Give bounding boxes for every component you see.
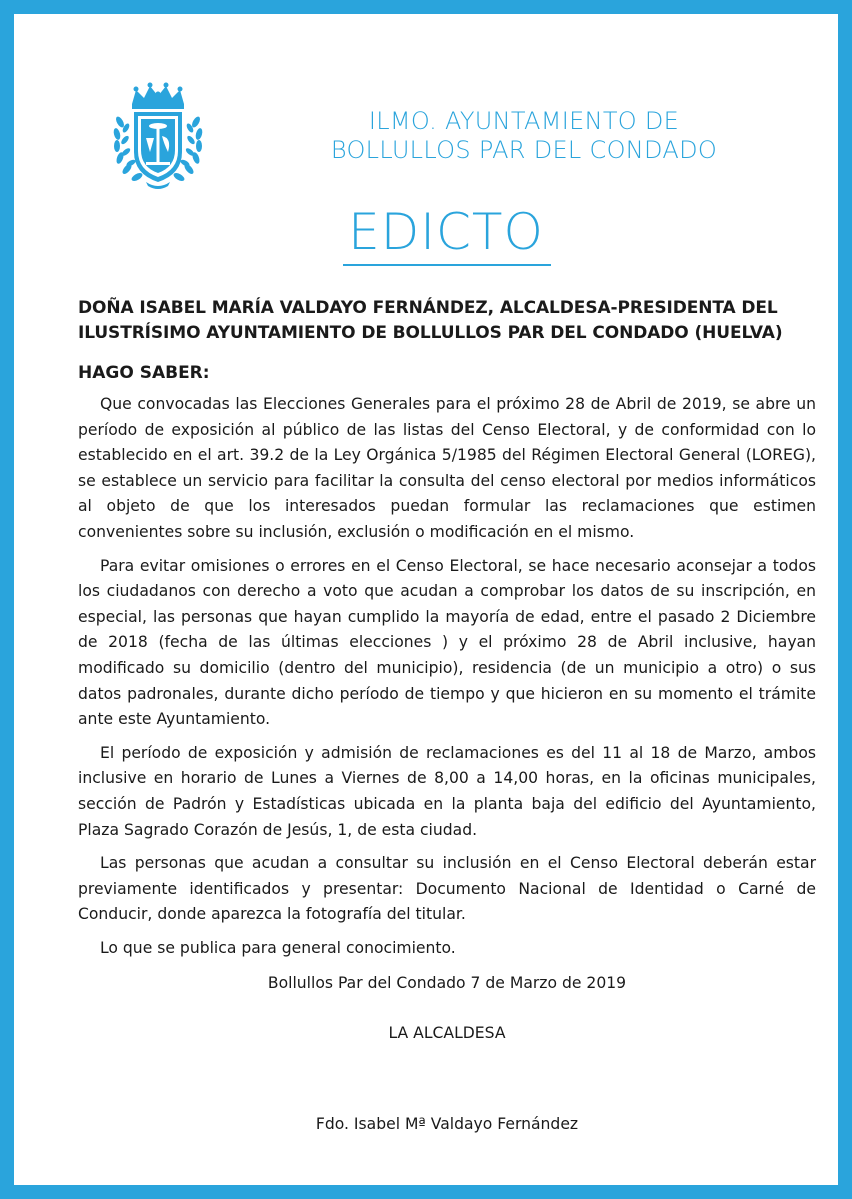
place-and-date: Bollullos Par del Condado 7 de Marzo de 2019 <box>267 974 627 992</box>
institution-name <box>314 107 734 165</box>
issuer-heading <box>78 296 818 346</box>
body-paragraph-2: Para evitar omisiones o errores en el Censo Electoral, se hace necesario aconsejar a todos los ciudadanos con derecho a voto que acudan a comprobar los datos de su inscripción, en especial, las personas que hayan cumplido la mayoría de edad, entre el pasado 2 Diciembre de 2018 (fecha de las últimas elecciones ) y el próximo 28 de Abril inclusive, hayan modificado su domicilio (dentro del municipio), residencia (de un municipio a otro) o sus datos padronales, durante dicho período de tiempo y que hicieron en su momento el trámite ante este Ayuntamiento. <box>78 556 816 729</box>
institution-line-2: BOLLULLOS PAR DEL CONDADO <box>330 136 718 164</box>
institution-line-1: ILMO. AYUNTAMIENTO DE <box>368 107 680 135</box>
issuer-line-2: ILUSTRÍSIMO AYUNTAMIENTO DE BOLLULLOS PAR DEL CONDADO (HUELVA) <box>78 323 783 343</box>
coat-of-arms-icon <box>110 82 206 190</box>
title-underline <box>343 264 551 266</box>
body-paragraph-1: Que convocadas las Elecciones Generales para el próximo 28 de Abril de 2019, se abre un período de exposición al público de las listas del Censo Electoral, y de conformidad con lo establecido en el art. 39.2 de la Ley Orgánica 5/1985 del Régimen Electoral General (LOREG), se establece un servicio para facilitar la consulta del censo electoral por medios informáticos al objeto de que los interesados puedan formular las reclamaciones que estimen convenientes sobre su inclusión, exclusión o modificación en el mismo. <box>78 395 816 541</box>
body-paragraph-4: Las personas que acudan a consultar su inclusión en el Censo Electoral deberán estar previamente identificados y presentar: Documento Nacional de Identidad o Carné de Conducir, donde aparezca la fotografía del titular. <box>78 854 816 924</box>
body-paragraph-3: El período de exposición y admisión de reclamaciones es del 11 al 18 de Marzo, ambos inclusive en horario de Lunes a Viernes de 8,00 a 14,00 horas, en la oficinas municipales, sección de Padrón y Estadísticas ubicada en la planta baja del edificio del Ayuntamiento, Plaza Sagrado Corazón de Jesús, 1, de esta ciudad. <box>78 743 816 839</box>
hago-saber-heading: HAGO SABER: <box>78 363 210 383</box>
edict-body <box>78 392 816 969</box>
issuer-line-1: DOÑA ISABEL MARÍA VALDAYO FERNÁNDEZ, ALCALDESA-PRESIDENTA DEL <box>78 298 778 318</box>
signature: Fdo. Isabel Mª Valdayo Fernández <box>315 1115 579 1133</box>
signer-title: LA ALCALDESA <box>388 1024 506 1042</box>
document-title: EDICTO <box>348 203 544 261</box>
body-paragraph-5: Lo que se publica para general conocimiento. <box>100 938 456 957</box>
